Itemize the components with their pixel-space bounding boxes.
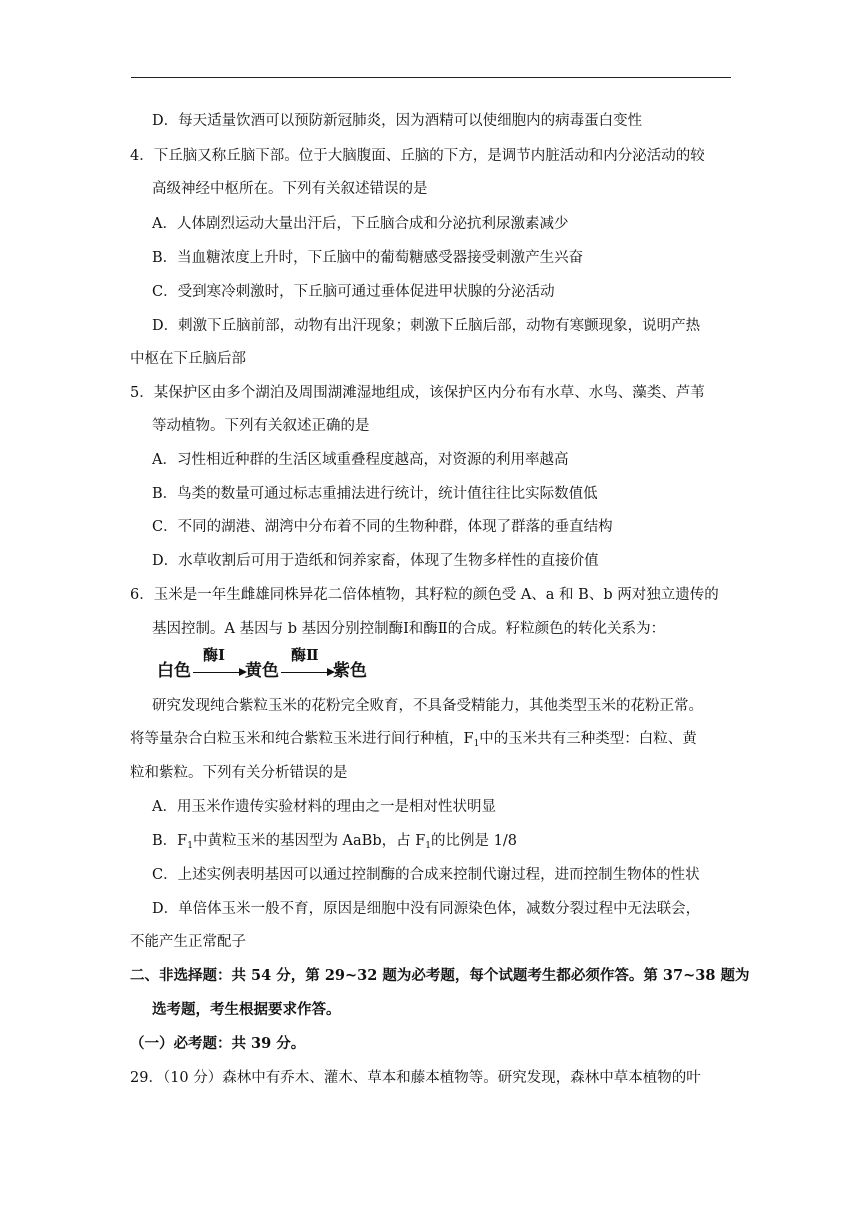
q4-stem-line1: 4．下丘脑又称丘脑下部。位于大脑腹面、丘脑的下方，是调节内脏活动和内分泌活动的较 — [130, 148, 705, 164]
q6-stem-line3: 研究发现纯合紫粒玉米的花粉完全败育，不具备受精能力，其他类型玉米的花粉正常。 — [152, 698, 703, 714]
section2-heading-line1: 二、非选择题：共 54 分，第 29~32 题为必考题，每个试题考生都必须作答。第 37~38 题为 — [130, 967, 750, 984]
purple-color-label: 紫色 — [333, 661, 367, 681]
q4-option-d-line2: 中枢在下丘脑后部 — [130, 351, 246, 367]
q3-option-d: D．每天适量饮酒可以预防新冠肺炎，因为酒精可以使细胞内的病毒蛋白变性 — [152, 113, 643, 129]
subsection-required-heading: （一）必考题：共 39 分。 — [130, 1035, 306, 1052]
section2-heading-line2: 选考题，考生根据要求作答。 — [152, 1001, 341, 1018]
enzyme2-label: 酶Ⅱ — [291, 646, 319, 664]
q4-option-d-line1: D．刺激下丘脑前部，动物有出汗现象；刺激下丘脑后部，动物有寒颤现象，说明产热 — [152, 318, 701, 334]
q4-option-c: C．受到寒冷刺激时，下丘脑可通过垂体促进甲状腺的分泌活动 — [152, 284, 555, 300]
q6-option-c: C．上述实例表明基因可以通过控制酶的合成来控制代谢过程，进而控制生物体的性状 — [152, 867, 700, 883]
q6-option-d-line1: D．单倍体玉米一般不育，原因是细胞中没有同源染色体，减数分裂过程中无法联会， — [152, 901, 701, 917]
arrow-icon — [193, 672, 245, 673]
q29-stem-line1: 29．（10 分）森林中有乔木、灌木、草本和藤本植物等。研究发现，森林中草本植物的叶 — [130, 1070, 701, 1086]
q6-stem-line5: 粒和紫粒。下列有关分析错误的是 — [130, 765, 348, 781]
q6-stem-line1: 6．玉米是一年生雌雄同株异花二倍体植物，其籽粒的颜色受 A、a 和 B、b 两对独立遗传的 — [130, 587, 719, 603]
header-rule — [131, 77, 731, 78]
q5-option-d: D．水草收割后可用于造纸和饲养家畜，体现了生物多样性的直接价值 — [152, 553, 599, 569]
q4-stem-line2: 高级神经中枢所在。下列有关叙述错误的是 — [152, 181, 428, 197]
q4-option-b: B．当血糖浓度上升时，下丘脑中的葡萄糖感受器接受刺激产生兴奋 — [152, 250, 584, 266]
q6-stem-line4: 将等量杂合白粒玉米和纯合紫粒玉米进行间行种植，$F_1$中的玉米共有三种类型：白粒、黄 — [130, 731, 697, 749]
color-conversion-diagram — [157, 646, 387, 686]
q6-option-a: A．用玉米作遗传实验材料的理由之一是相对性状明显 — [152, 799, 496, 815]
q6-stem-line2: 基因控制。A 基因与 b 基因分别控制酶Ⅰ和酶Ⅱ的合成。籽粒颜色的转化关系为： — [152, 621, 666, 637]
enzyme1-label: 酶Ⅰ — [203, 646, 226, 664]
q6-option-b: B．$F_1$中黄粒玉米的基因型为 AaBb，占 $F_1$的比例是 1/8 — [152, 833, 517, 851]
q5-stem-line1: 5．某保护区由多个湖泊及周围湖滩湿地组成，该保护区内分布有水草、水鸟、藻类、芦苇 — [130, 385, 705, 401]
q5-option-a: A．习性相近种群的生活区域重叠程度越高，对资源的利用率越高 — [152, 452, 569, 468]
q6-option-d-line2: 不能产生正常配子 — [130, 934, 246, 950]
yellow-color-label: 黄色 — [245, 661, 279, 681]
q5-stem-line2: 等动植物。下列有关叙述正确的是 — [152, 418, 370, 434]
q5-option-c: C．不同的湖港、湖湾中分布着不同的生物种群，体现了群落的垂直结构 — [152, 519, 613, 535]
q4-option-a: A．人体剧烈运动大量出汗后，下丘脑合成和分泌抗利尿激素减少 — [152, 216, 569, 232]
q5-option-b: B．鸟类的数量可通过标志重捕法进行统计，统计值往往比实际数值低 — [152, 486, 598, 502]
arrow-icon — [281, 672, 333, 673]
white-color-label: 白色 — [157, 661, 191, 681]
